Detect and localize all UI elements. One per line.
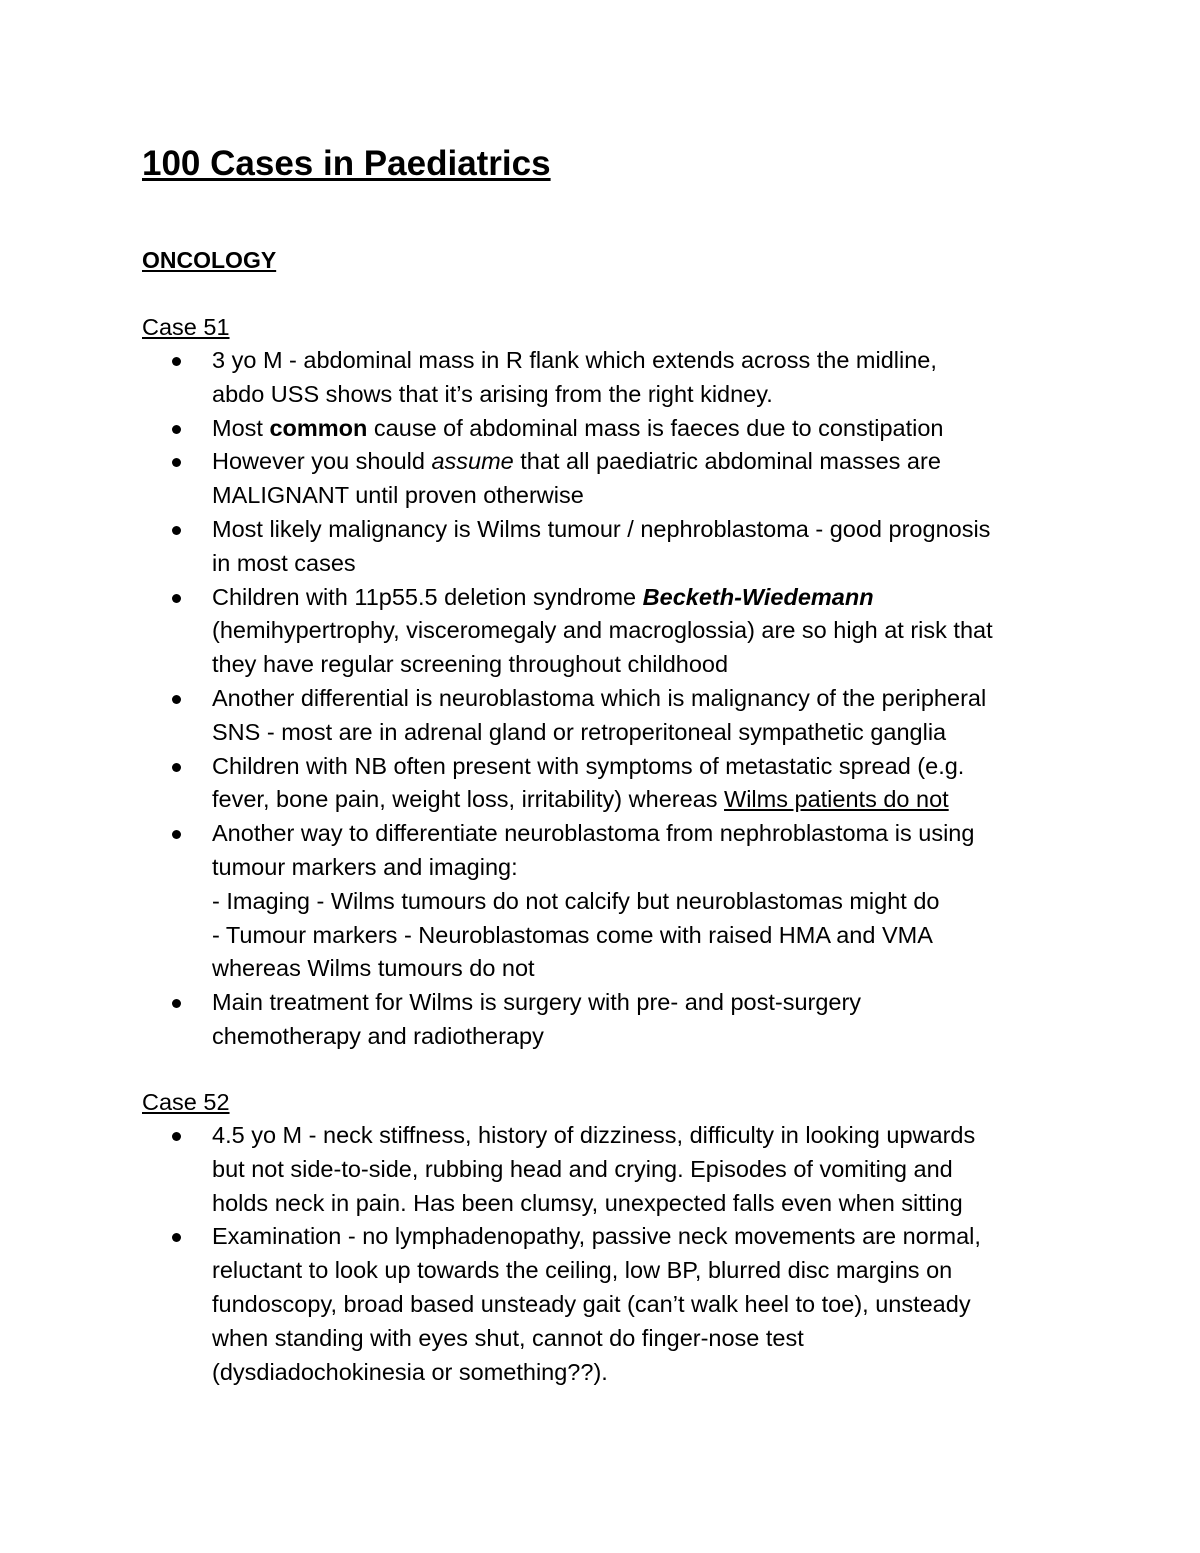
section-heading-oncology: ONCOLOGY bbox=[142, 247, 277, 273]
case-52 bbox=[142, 1085, 1082, 1389]
bullet-line: Another differential is neuroblastoma which is malignancy of the peripheral bbox=[212, 684, 987, 711]
underlined-text: Wilms patients do not bbox=[724, 786, 949, 813]
bullet-line: 4.5 yo M - neck stiffness, history of dizziness, difficulty in looking upwards bbox=[212, 1122, 976, 1148]
bullet-icon bbox=[172, 594, 181, 603]
bullet-line: (hemihypertrophy, visceromegaly and macroglossia) are so high at risk that bbox=[212, 617, 993, 644]
list-item bbox=[142, 1220, 1082, 1389]
bold-italic-text: Becketh-Wiedemann bbox=[642, 583, 874, 610]
bullet-icon bbox=[172, 695, 181, 704]
bullet-line: - Imaging - Wilms tumours do not calcify but neuroblastomas might do bbox=[212, 887, 940, 914]
case-51-bullet-list bbox=[142, 344, 1082, 1054]
bullet-icon bbox=[172, 526, 181, 535]
list-item bbox=[142, 750, 1082, 818]
bullet-line bbox=[212, 412, 1082, 446]
list-item bbox=[142, 986, 1082, 1054]
text-run: However you should bbox=[212, 448, 432, 475]
bullet-line bbox=[212, 783, 1082, 817]
bullet-line: in most cases bbox=[212, 549, 356, 576]
bullet-line: MALIGNANT until proven otherwise bbox=[212, 482, 584, 509]
case-51-title: Case 51 bbox=[142, 314, 230, 340]
bullet-line: they have regular screening throughout childhood bbox=[212, 651, 729, 678]
bullet-line bbox=[212, 445, 1082, 479]
list-item bbox=[142, 1119, 1082, 1220]
bullet-icon bbox=[172, 425, 181, 434]
bullet-icon bbox=[172, 999, 181, 1008]
list-item bbox=[142, 513, 1082, 581]
bullet-line: but not side-to-side, rubbing head and crying. Episodes of vomiting and bbox=[212, 1155, 953, 1182]
bullet-line: whereas Wilms tumours do not bbox=[212, 955, 535, 982]
bullet-line: Main treatment for Wilms is surgery with pre- and post-surgery bbox=[212, 989, 862, 1016]
bullet-line: - Tumour markers - Neuroblastomas come with raised HMA and VMA bbox=[212, 921, 933, 948]
case-52-bullet-list bbox=[142, 1119, 1082, 1389]
bullet-line: Children with NB often present with symptoms of metastatic spread (e.g. bbox=[212, 752, 965, 779]
bullet-line: abdo USS shows that it’s arising from the right kidney. bbox=[212, 380, 773, 407]
list-item bbox=[142, 445, 1082, 513]
bullet-line: Another way to differentiate neuroblastoma from nephroblastoma is using bbox=[212, 820, 975, 847]
bullet-line: tumour markers and imaging: bbox=[212, 853, 518, 880]
bullet-icon bbox=[172, 763, 181, 772]
italic-text: assume bbox=[431, 448, 514, 475]
bullet-line: holds neck in pain. Has been clumsy, unexpected falls even when sitting bbox=[212, 1189, 963, 1216]
bullet-line: chemotherapy and radiotherapy bbox=[212, 1022, 544, 1049]
text-run: Most bbox=[212, 414, 270, 441]
list-item bbox=[142, 581, 1082, 682]
list-item bbox=[142, 817, 1082, 986]
bullet-line: reluctant to look up towards the ceiling, low BP, blurred disc margins on bbox=[212, 1257, 953, 1284]
case-52-title: Case 52 bbox=[142, 1089, 230, 1115]
case-51 bbox=[142, 310, 1082, 1054]
list-item bbox=[142, 682, 1082, 750]
bullet-line: (dysdiadochokinesia or something??). bbox=[212, 1358, 608, 1385]
bullet-line: Examination - no lymphadenopathy, passive neck movements are normal, bbox=[212, 1223, 981, 1250]
bullet-icon bbox=[172, 830, 181, 839]
bullet-icon bbox=[172, 1233, 181, 1242]
list-item bbox=[142, 412, 1082, 446]
bullet-line: 3 yo M - abdominal mass in R flank which extends across the midline, bbox=[212, 347, 937, 373]
text-run: Children with 11p55.5 deletion syndrome bbox=[212, 583, 643, 610]
text-run: cause of abdominal mass is faeces due to constipation bbox=[367, 414, 944, 441]
bullet-line: SNS - most are in adrenal gland or retroperitoneal sympathetic ganglia bbox=[212, 718, 947, 745]
bullet-line: when standing with eyes shut, cannot do finger-nose test bbox=[212, 1324, 804, 1351]
document-title: 100 Cases in Paediatrics bbox=[142, 144, 551, 183]
text-run: that all paediatric abdominal masses are bbox=[513, 448, 941, 475]
bullet-icon bbox=[172, 458, 181, 467]
bullet-line: fundoscopy, broad based unsteady gait (can’t walk heel to toe), unsteady bbox=[212, 1290, 971, 1317]
bullet-line bbox=[212, 581, 1082, 615]
bullet-icon bbox=[172, 1132, 181, 1141]
bold-text: common bbox=[269, 414, 368, 441]
bullet-line: Most likely malignancy is Wilms tumour / nephroblastoma - good prognosis bbox=[212, 515, 991, 542]
bullet-icon bbox=[172, 357, 181, 366]
text-run: fever, bone pain, weight loss, irritability) whereas bbox=[212, 786, 725, 813]
list-item bbox=[142, 344, 1082, 412]
